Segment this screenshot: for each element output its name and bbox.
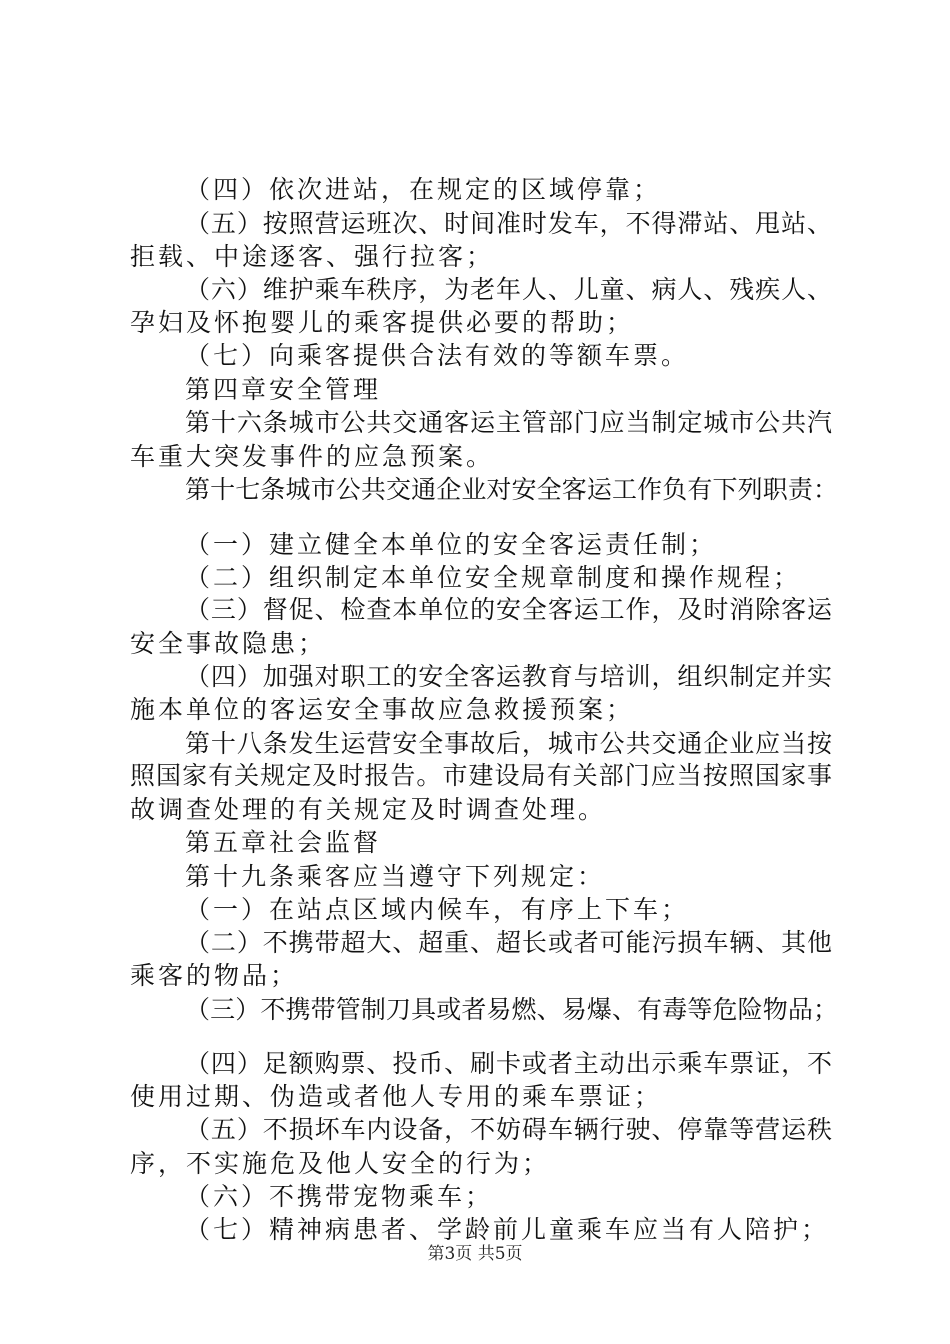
text-line: 第十九条乘客应当遵守下列规定：	[185, 862, 606, 891]
text-line: （一）在站点区域内候车，有序上下车；	[185, 895, 690, 924]
text-line: （一）建立健全本单位的安全客运责任制；	[185, 530, 718, 559]
text-line: （六）维护乘车秩序，为老年人、儿童、病人、残疾人、	[185, 275, 832, 304]
text-line: （四）足额购票、投币、刷卡或者主动出示乘车票证，不	[185, 1049, 832, 1078]
text-line: 照国家有关规定及时报告。市建设局有关部门应当按照国家事	[130, 761, 832, 790]
text-line: 孕妇及怀抱婴儿的乘客提供必要的帮助；	[130, 308, 635, 337]
text-line: 乘客的物品；	[130, 961, 299, 990]
text-line: （七）向乘客提供合法有效的等额车票。	[185, 341, 690, 370]
text-line: （五）不损坏车内设备，不妨碍车辆行驶、停靠等营运秩	[185, 1115, 832, 1144]
text-line: 使用过期、伪造或者他人专用的乘车票证；	[130, 1082, 663, 1111]
text-line: （二）不携带超大、超重、超长或者可能污损车辆、其他	[185, 928, 832, 957]
text-line: （二）组织制定本单位安全规章制度和操作规程；	[185, 563, 802, 592]
text-line: （四）依次进站，在规定的区域停靠；	[185, 175, 662, 204]
text-line: （五）按照营运班次、时间准时发车，不得滞站、甩站、	[185, 209, 832, 238]
text-line: （三）督促、检查本单位的安全客运工作，及时消除客运	[185, 595, 832, 624]
text-line: 第十七条城市公共交通企业对安全客运工作负有下列职责：	[185, 475, 838, 504]
text-line: 序，不实施危及他人安全的行为；	[130, 1149, 551, 1178]
page-number: 第3页 共5页	[427, 1244, 523, 1264]
chapter-heading: 第四章安全管理	[185, 375, 382, 404]
text-line: 车重大突发事件的应急预案。	[130, 442, 495, 471]
chapter-heading: 第五章社会监督	[185, 828, 382, 857]
text-line: （三）不携带管制刀具或者易燃、易爆、有毒等危险物品；	[185, 995, 838, 1024]
text-line: 拒载、中途逐客、强行拉客；	[130, 242, 495, 271]
text-line: 第十六条城市公共交通客运主管部门应当制定城市公共汽	[185, 408, 832, 437]
text-line: 第十八条发生运营安全事故后，城市公共交通企业应当按	[185, 729, 832, 758]
text-line: 故调查处理的有关规定及时调查处理。	[130, 795, 607, 824]
text-line: 施本单位的客运安全事故应急救援预案；	[130, 695, 635, 724]
text-line: （七）精神病患者、学龄前儿童乘车应当有人陪护；	[185, 1215, 830, 1244]
text-line: （六）不携带宠物乘车；	[185, 1182, 494, 1211]
text-line: （四）加强对职工的安全客运教育与培训，组织制定并实	[185, 662, 832, 691]
text-line: 安全事故隐患；	[130, 629, 327, 658]
